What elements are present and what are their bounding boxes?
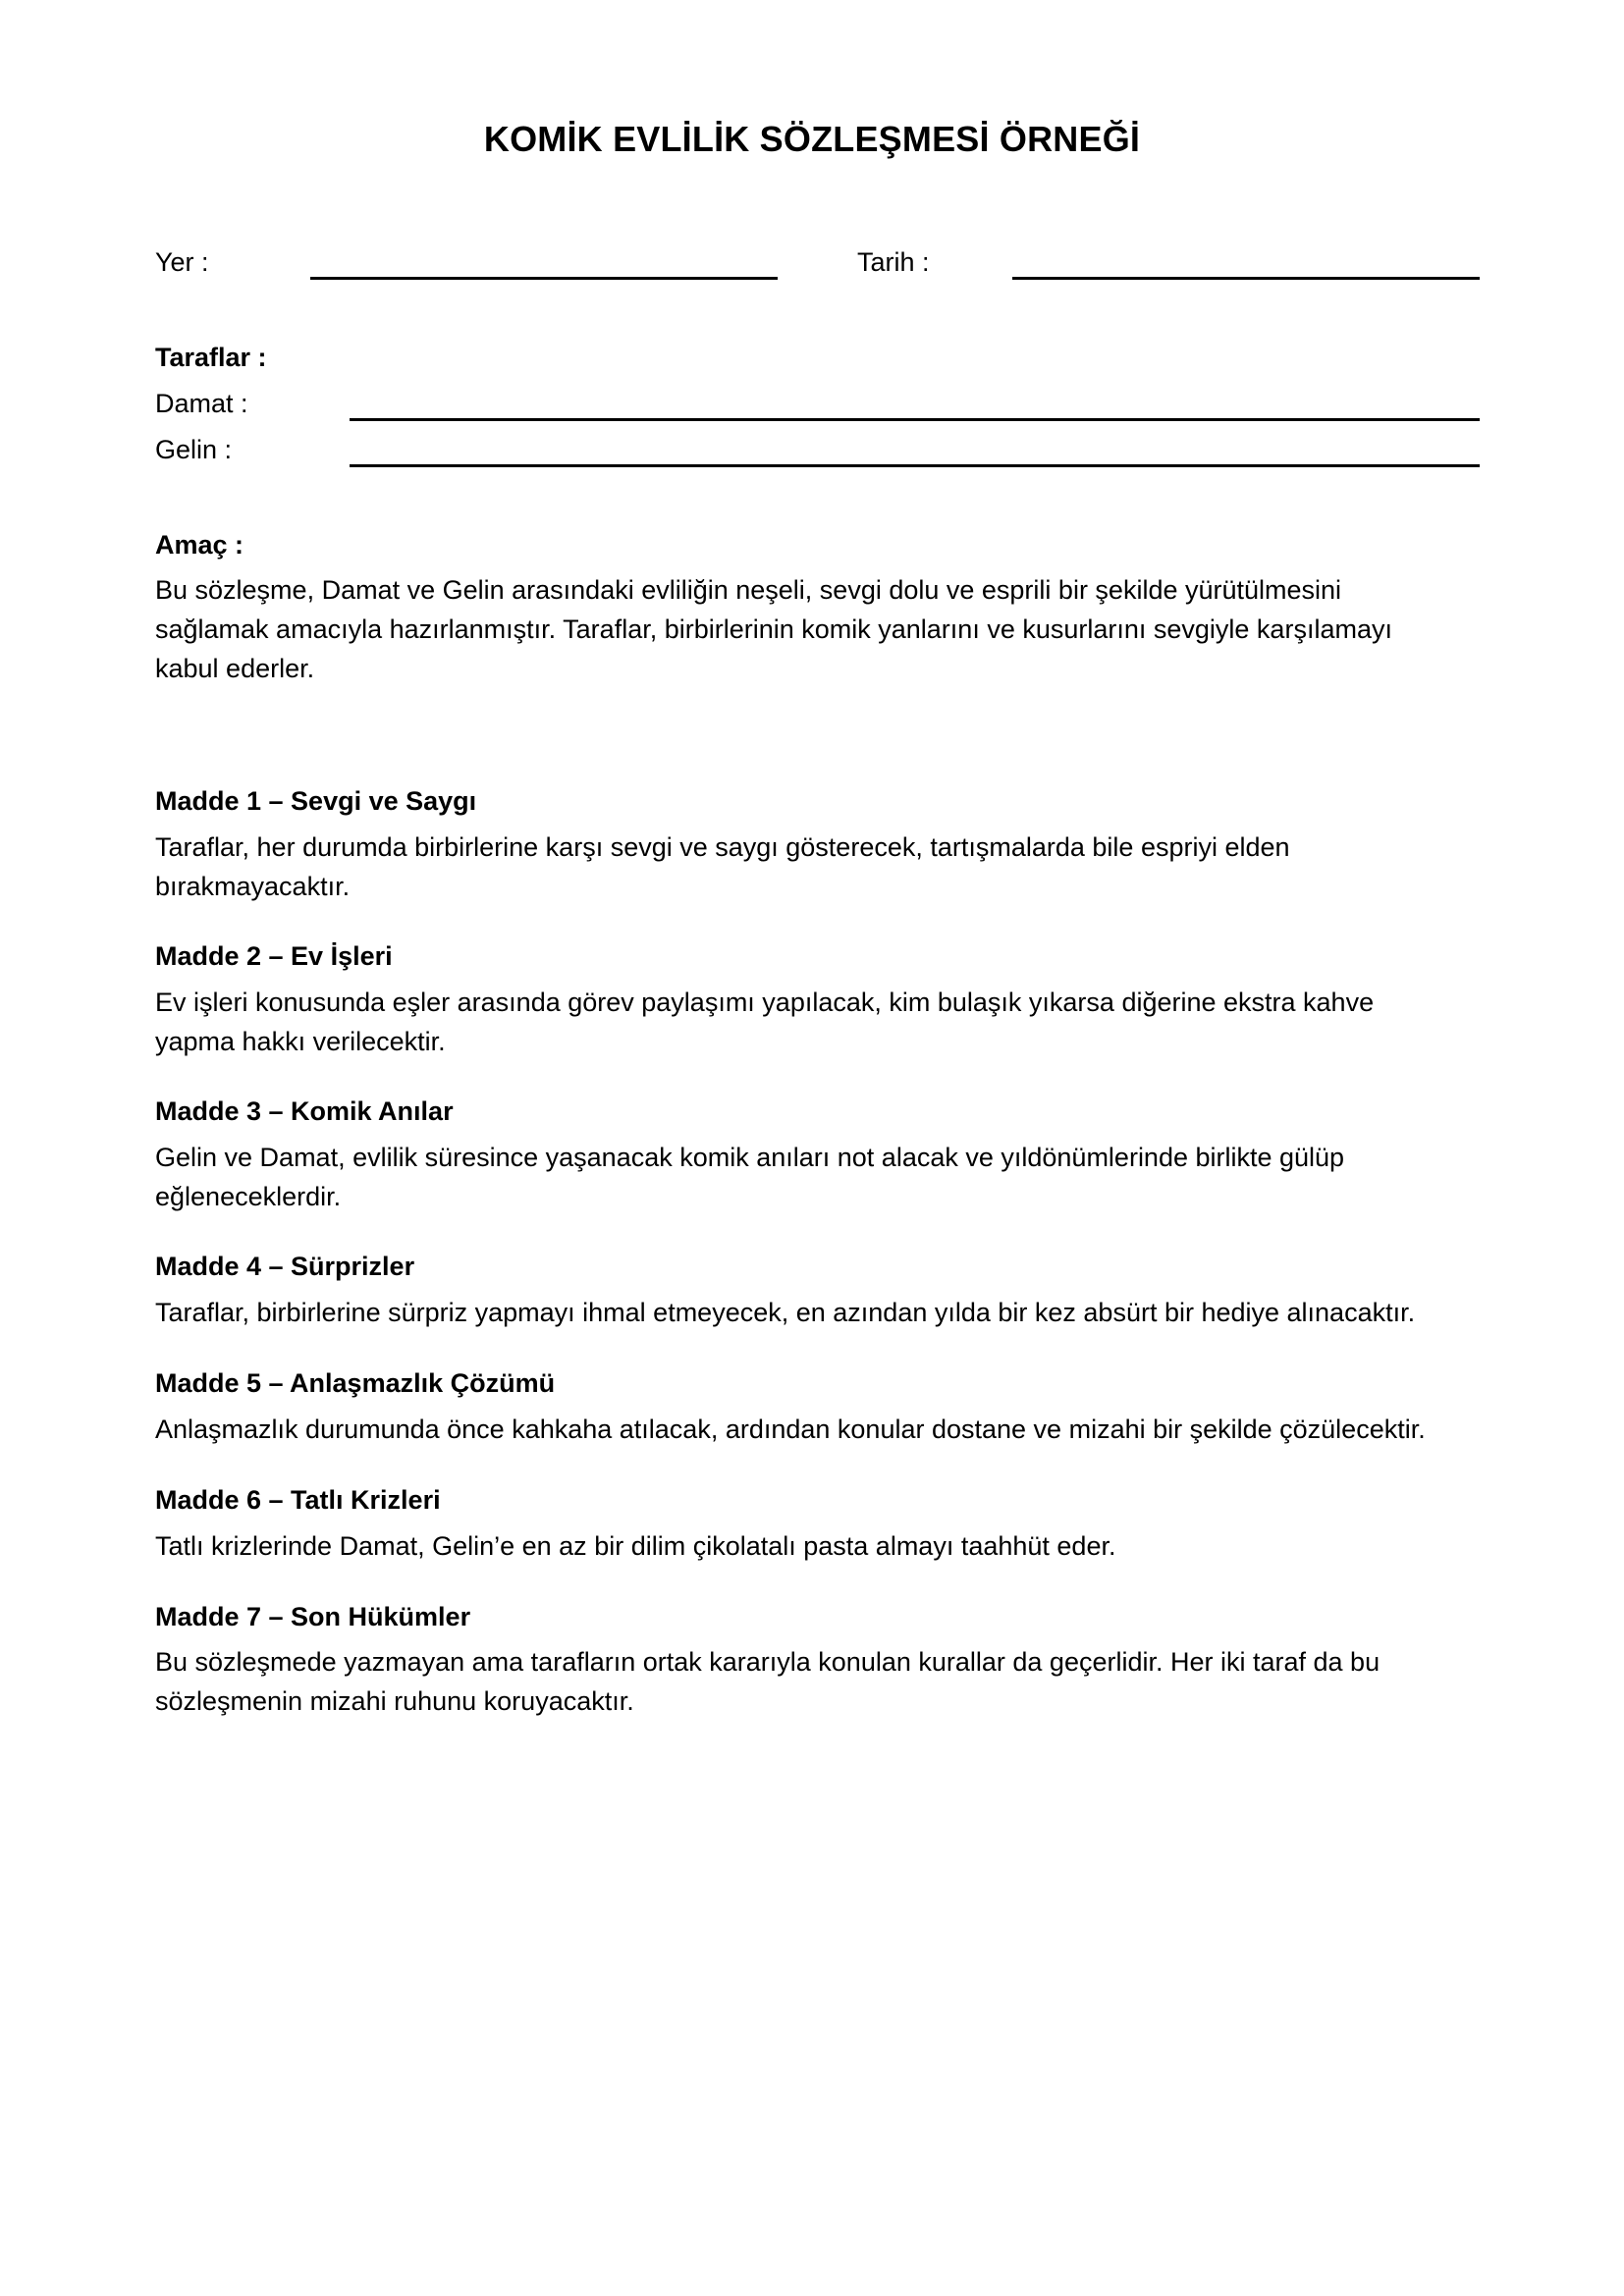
article-2-text: Ev işleri konusunda eşler arasında görev paylaşımı yapılacak, kim bulaşık yıkarsa diğerine ekstra kahve yapma hakkı verilecektir. xyxy=(155,988,1375,1056)
article-6-text: Tatlı krizlerinde Damat, Gelin’e en az bir dilim çikolatalı pasta almayı taahhüt eder. xyxy=(155,1531,1116,1561)
groom-label: Damat : xyxy=(155,389,248,418)
article-2-heading: Madde 2 – Ev İşleri xyxy=(155,941,393,971)
purpose-text: Bu sözleşme, Damat ve Gelin arasındaki evliliğin neşeli, sevgi dolu ve esprili bir şekilde yürütülmesini sağlamak amacıyla hazırlanmıştır. Taraflar, birbirlerinin komik yanlarını ve kusurlarını sevgiyle karşılamayı kabul ederler. xyxy=(155,575,1392,683)
article-4-heading: Madde 4 – Sürprizler xyxy=(155,1252,415,1281)
date-label: Tarih : xyxy=(857,247,930,277)
article-5-text: Anlaşmazlık durumunda önce kahkaha atılacak, ardından konular dostane ve mizahi bir şekilde çözülecektir. xyxy=(155,1415,1426,1444)
article-5-heading: Madde 5 – Anlaşmazlık Çözümü xyxy=(155,1368,556,1398)
date-blank-line xyxy=(1012,277,1480,280)
groom-blank-line xyxy=(350,418,1480,421)
article-6-heading: Madde 6 – Tatlı Krizleri xyxy=(155,1485,441,1515)
article-7-text: Bu sözleşmede yazmayan ama tarafların ortak kararıyla konulan kurallar da geçerlidir. Her iki taraf da bu sözleşmenin mizahi ruhunu koruyacaktır. xyxy=(155,1647,1380,1716)
article-3-heading: Madde 3 – Komik Anılar xyxy=(155,1096,454,1126)
article-7-heading: Madde 7 – Son Hükümler xyxy=(155,1602,471,1631)
article-4-text: Taraflar, birbirlerine sürpriz yapmayı ihmal etmeyecek, en azından yılda bir kez absürt bir hediye alınacaktır. xyxy=(155,1298,1416,1327)
article-3-text: Gelin ve Damat, evlilik süresince yaşanacak komik anıları not alacak ve yıldönümlerinde birlikte gülüp eğleneceklerdir. xyxy=(155,1143,1345,1211)
parties-heading: Taraflar : xyxy=(155,343,267,372)
place-blank-line xyxy=(310,277,778,280)
bride-label: Gelin : xyxy=(155,435,233,464)
place-label: Yer : xyxy=(155,247,209,277)
document-title: KOMİK EVLİLİK SÖZLEŞMESİ ÖRNEĞİ xyxy=(483,119,1141,159)
bride-blank-line xyxy=(350,464,1480,467)
article-1-heading: Madde 1 – Sevgi ve Saygı xyxy=(155,786,477,816)
purpose-heading: Amaç : xyxy=(155,530,244,560)
article-1-text: Taraflar, her durumda birbirlerine karşı sevgi ve saygı gösterecek, tartışmalarda bile espriyi elden bırakmayacaktır. xyxy=(155,832,1290,901)
